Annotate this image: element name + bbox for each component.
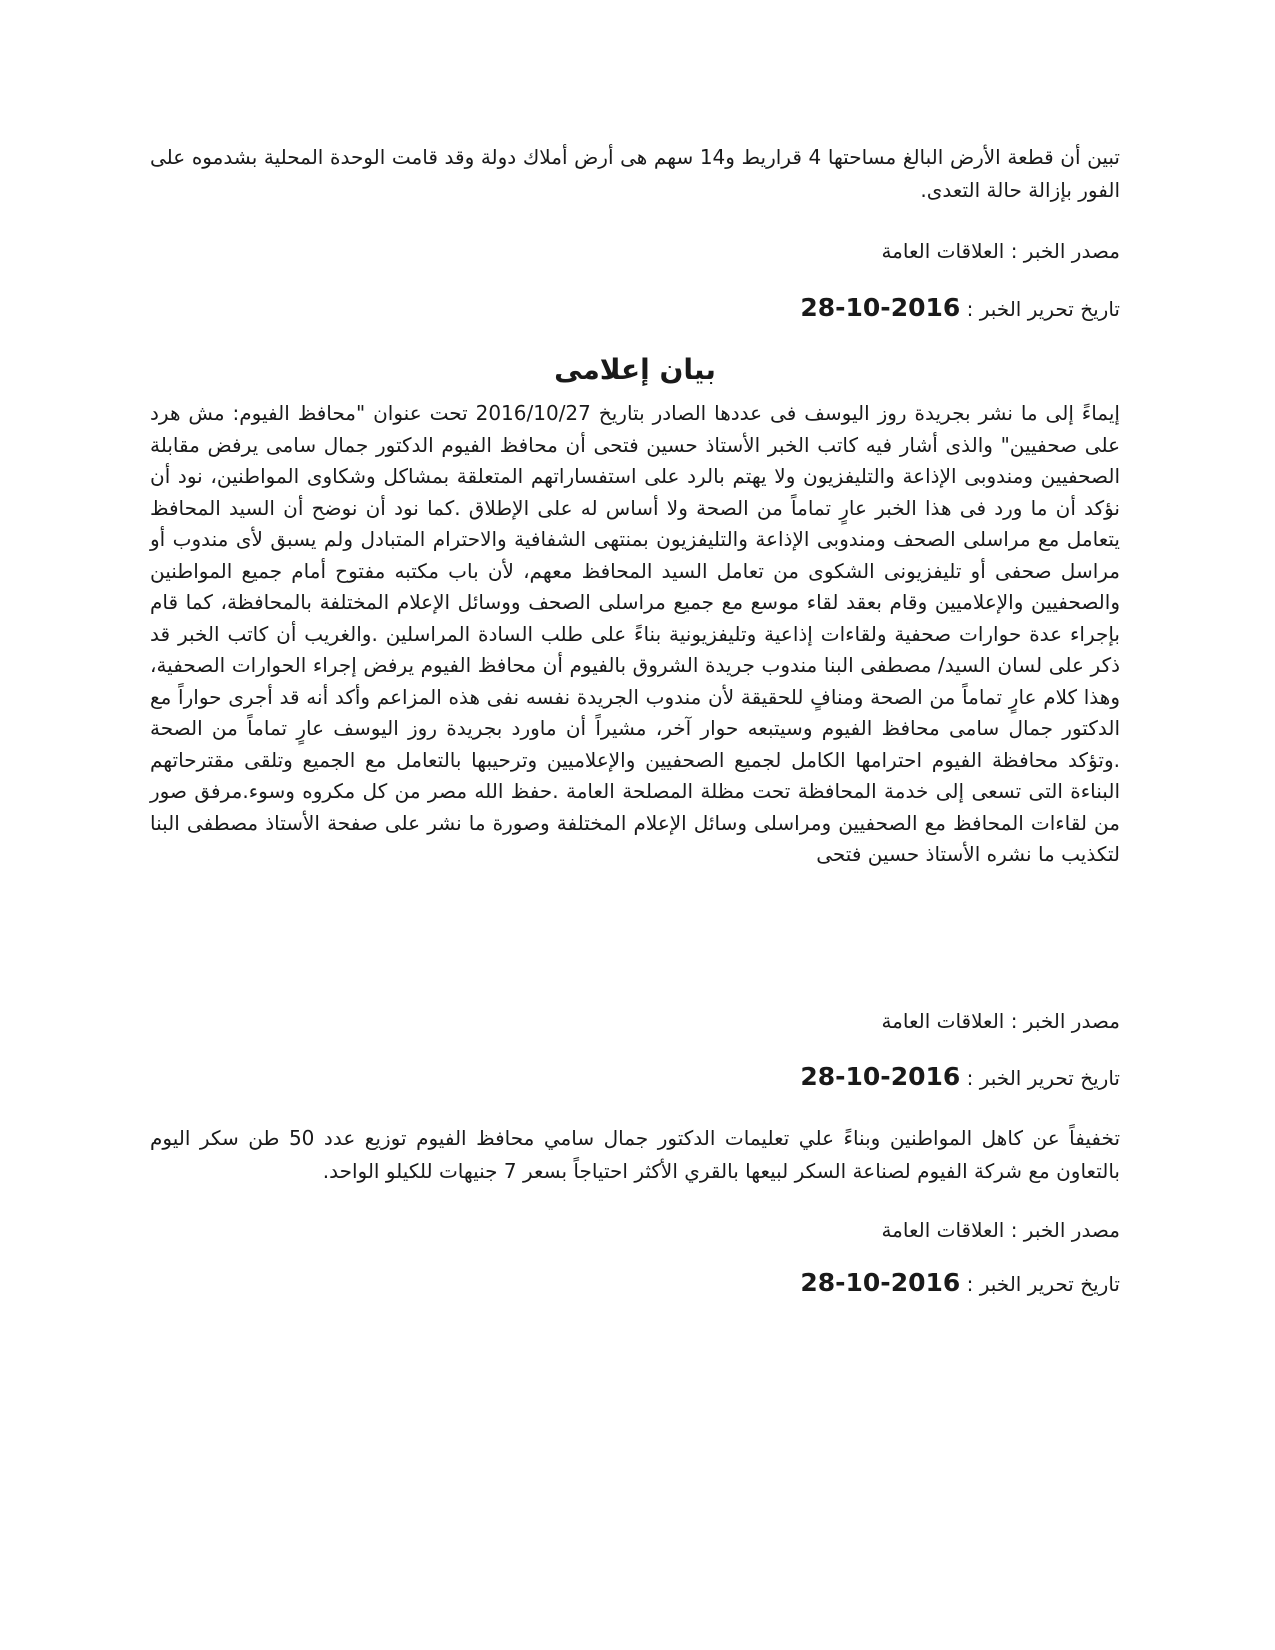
date-label: تاريخ تحرير الخبر : [966,1272,1120,1296]
date-value: 2016-10-28 [800,293,961,322]
statement-body: إيماءً إلى ما نشر بجريدة روز اليوسف فى عددها الصادر بتاريخ 2016/10/27 تحت عنوان "محافظ الفيوم: مش هرد على صحفيين" والذى أشار فيه كاتب الخبر الأستاذ حسين فتحى أن محافظ الفيوم الدكتور جمال سامى يرفض مقابلة الصحفيين ومندوبى الإذاعة والتليفزيون ولا يهتم بالرد على استفساراتهم المتعلقة بمشاكل وشكاوى المواطنين، نود أن نؤكد أن ما ورد فى هذا الخبر عارٍ تماماً من الصحة ولا أساس له على الإطلاق .كما نود أن نوضح أن السيد المحافظ يتعامل مع مراسلى الصحف ومندوبى الإذاعة والتليفزيون بمنتهى الشفافية والاحترام المتبادل ولم يسبق لأى مندوب أو مراسل صحفى أو تليفزيونى الشكوى من تعامل السيد المحافظ معهم، لأن باب مكتبه مفتوح أمام جميع المواطنين والصحفيين والإعلاميين وقام بعقد لقاء موسع مع جميع مراسلى الصحف ووسائل الإعلام المختلفة بالمحافظة، كما قام بإجراء عدة حوارات صحفية ولقاءات إذاعية وتليفزيونية بناءً على طلب السادة المراسلين .والغريب أن كاتب الخبر قد ذكر على لسان السيد/ مصطفى البنا مندوب جريدة الشروق بالفيوم أن محافظ الفيوم يرفض إجراء الحوارات الصحفية، وهذا كلام عارٍ تماماً من الصحة ومنافٍ للحقيقة لأن مندوب الجريدة نفسه نفى هذه المزاعم وأكد أنه قد أجرى حواراً مع الدكتور جمال سامى محافظ الفيوم وسيتبعه حوار آخر، مشيراً أن ماورد بجريدة روز اليوسف عارٍ تماماً من الصحة .وتؤكد محافظة الفيوم احترامها الكامل لجميع الصحفيين والإعلاميين وترحيبها بالتعامل مع الجميع وتلقى مقترحاتهم البناءة التى تسعى إلى خدمة المحافظة تحت مظلة المصلحة العامة .حفظ الله مصر من كل مكروه وسوء.مرفق صور من لقاءات المحافظ مع الصحفيين ومراسلى وسائل الإعلام المختلفة وصورة ما نشر على صفحة الأستاذ مصطفى البنا لتكذيب ما نشره الأستاذ حسين فتحى [150,401,1120,866]
statement-source: مصدر الخبر : العلاقات العامة [881,1009,1120,1033]
news-item-3-date [420,1268,1120,1299]
statement-date [420,1062,1120,1093]
news-item-1-source: مصدر الخبر : العلاقات العامة [881,239,1120,263]
date-label: تاريخ تحرير الخبر : [966,1066,1120,1090]
news-item-1-body: تبين أن قطعة الأرض البالغ مساحتها 4 قراريط و14 سهم هى أرض أملاك دولة وقد قامت الوحدة المحلية بشدموه على الفور بإزالة حالة التعدى. [150,145,1121,202]
news-item-3-source: مصدر الخبر : العلاقات العامة [881,1218,1120,1242]
date-value: 2016-10-28 [800,1062,961,1091]
news-item-3-body: تخفيفاً عن كاهل المواطنين وبناءً علي تعليمات الدكتور جمال سامي محافظ الفيوم توزيع عدد 50 طن سكر اليوم بالتعاون مع شركة الفيوم لصناعة السكر لبيعها بالقري الأكثر احتياجاً بسعر 7 جنيهات للكيلو الواحد. [150,1126,1121,1183]
statement-title: بيان إعلامى [554,353,716,386]
news-item-1-date [420,293,1120,324]
date-label: تاريخ تحرير الخبر : [966,297,1120,321]
date-value: 2016-10-28 [800,1268,961,1297]
